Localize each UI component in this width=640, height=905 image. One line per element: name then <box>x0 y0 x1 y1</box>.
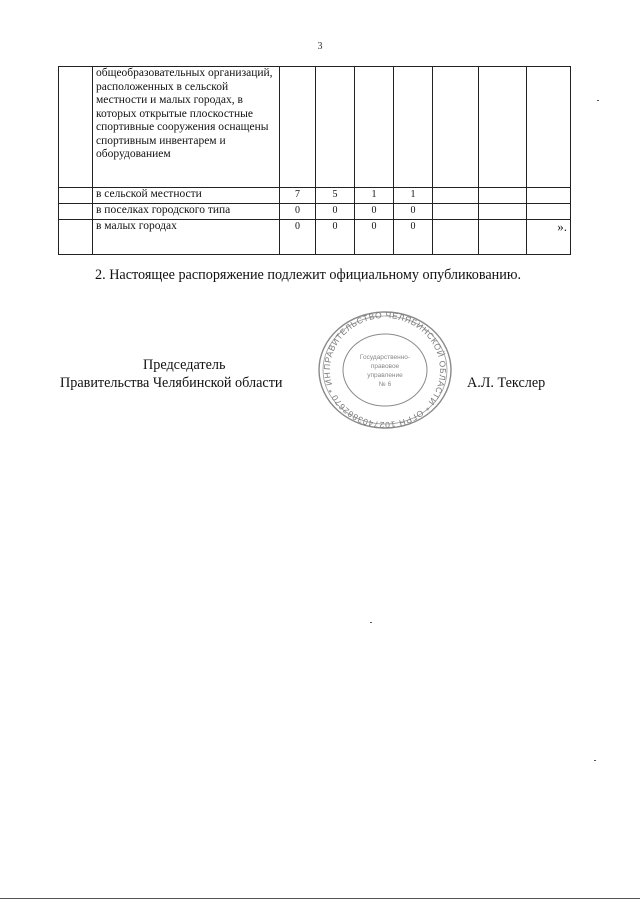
table-cell-blank <box>59 204 93 220</box>
signatory-title-line2: Правительства Челябинской области <box>60 375 283 391</box>
table-cell-value: 0 <box>355 220 394 255</box>
table-cell-value <box>316 67 355 188</box>
table-row <box>59 220 571 255</box>
table-cell-value: 0 <box>394 220 433 255</box>
table-cell-indicator: общеобразовательных организаций, расположенных в сельской местности и малых городах, в которых открытые плоскостные спортивные сооружения оснащены спортивным инвентарем и оборудованием <box>93 67 280 188</box>
table-cell-value <box>394 67 433 188</box>
scan-speck <box>594 760 596 761</box>
seal-inner-text-1: Государственно- <box>359 354 411 361</box>
table-cell-indicator: в малых городах <box>93 220 280 255</box>
scan-speck <box>370 622 372 623</box>
table-cell-value <box>433 204 479 220</box>
signatory-title-line1: Председатель <box>143 357 226 373</box>
publication-paragraph: 2. Настоящее распоряжение подлежит официальному опубликованию. <box>95 267 522 283</box>
indicator-table <box>58 66 571 255</box>
signatory-name: А.Л. Текслер <box>467 375 546 391</box>
seal-icon <box>316 310 454 430</box>
closing-quote-mark: ». <box>527 220 571 255</box>
page-number: 3 <box>317 41 323 52</box>
table-cell-value <box>527 204 571 220</box>
table-cell-value: 1 <box>394 188 433 204</box>
table-row <box>59 188 571 204</box>
table-cell-value: 0 <box>394 204 433 220</box>
table-cell-value: 0 <box>280 220 316 255</box>
scan-speck <box>597 100 599 101</box>
table-cell-value: 5 <box>316 188 355 204</box>
table-cell-value <box>355 67 394 188</box>
scan-bottom-edge <box>0 898 640 899</box>
table-cell-value: 0 <box>355 204 394 220</box>
table-cell-value: 0 <box>316 220 355 255</box>
svg-text:ПРАВИТЕЛЬСТВО ЧЕЛЯБИНСКОЙ ОБЛА <box>316 310 448 430</box>
table-cell-value <box>433 188 479 204</box>
seal-outer-text: ПРАВИТЕЛЬСТВО ЧЕЛЯБИНСКОЙ ОБЛАСТИ * ОГРН 1027403882670 * ИН <box>321 310 449 430</box>
table-cell-value <box>280 67 316 188</box>
table-cell-value <box>479 188 527 204</box>
table-row <box>59 67 571 188</box>
table-cell-blank <box>59 188 93 204</box>
table-cell-indicator: в поселках городского типа <box>93 204 280 220</box>
table-cell-value <box>527 188 571 204</box>
seal-inner-text-3: управление <box>367 372 403 379</box>
official-seal-stamp <box>316 310 454 430</box>
table-cell-indicator: в сельской местности <box>93 188 280 204</box>
seal-inner-text-2: правовое <box>370 363 400 370</box>
table-cell-value <box>433 220 479 255</box>
table-cell-value: 0 <box>280 204 316 220</box>
table-cell-blank <box>59 220 93 255</box>
table-cell-value: 1 <box>355 188 394 204</box>
table-cell-value: 7 <box>280 188 316 204</box>
table-cell-value <box>479 204 527 220</box>
table-cell-value <box>479 220 527 255</box>
table-cell-value <box>479 67 527 188</box>
table-cell-value <box>433 67 479 188</box>
table-row <box>59 204 571 220</box>
seal-inner-text-4: № 6 <box>378 381 392 388</box>
table-cell-value <box>527 67 571 188</box>
table-cell-blank <box>59 67 93 188</box>
table-cell-value: 0 <box>316 204 355 220</box>
